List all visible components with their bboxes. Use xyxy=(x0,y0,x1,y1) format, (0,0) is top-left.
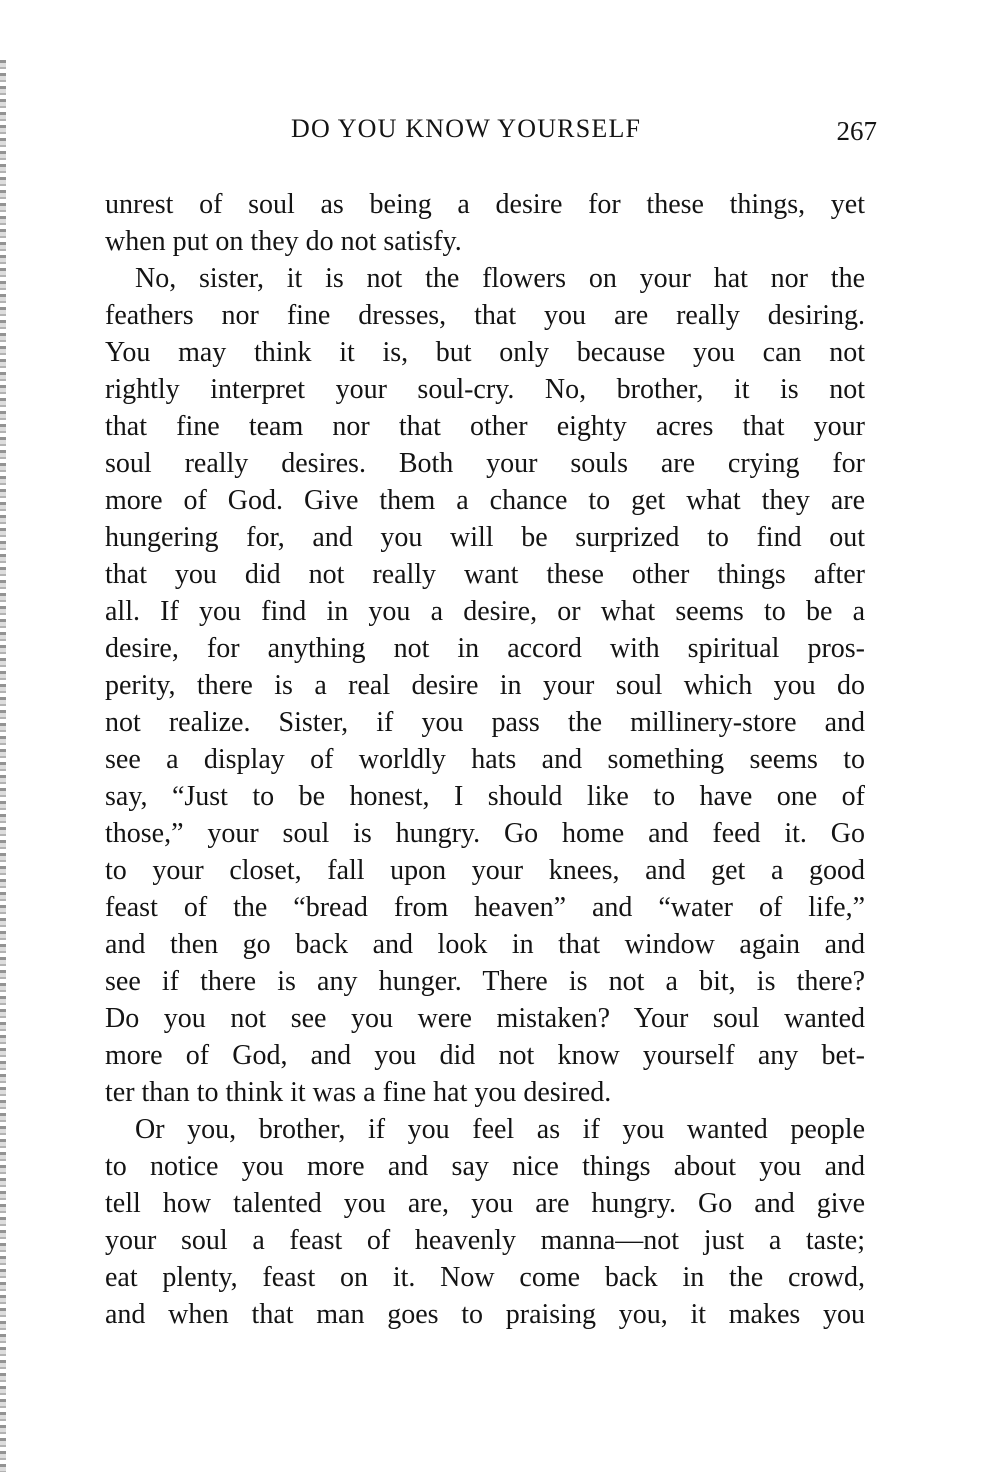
text-line: to your closet, fall upon your knees, and get a good xyxy=(105,855,865,886)
page-number: 267 xyxy=(836,116,877,146)
text-line: perity, there is a real desire in your soul which you do xyxy=(105,670,865,701)
text-line: rightly interpret your soul-cry. No, brother, it is not xyxy=(105,374,865,405)
text-line: eat plenty, feast on it. Now come back in the crowd, xyxy=(105,1262,865,1293)
text-line: Or you, brother, if you feel as if you wanted people xyxy=(135,1114,865,1145)
body-text xyxy=(105,186,865,1333)
text-line: No, sister, it is not the flowers on your hat nor the xyxy=(135,263,865,294)
text-line: soul really desires. Both your souls are crying for xyxy=(105,448,865,479)
text-line: You may think it is, but only because you can not xyxy=(105,337,865,368)
text-line: and then go back and look in that window again and xyxy=(105,929,865,960)
text-line: say, “Just to be honest, I should like to have one of xyxy=(105,781,865,812)
text-line: that you did not really want these other things after xyxy=(105,559,865,590)
text-line: your soul a feast of heavenly manna—not just a taste; xyxy=(105,1225,865,1256)
text-line: feathers nor fine dresses, that you are really desiring. xyxy=(105,300,865,331)
text-line: to notice you more and say nice things about you and xyxy=(105,1151,865,1182)
text-line: and when that man goes to praising you, it makes you xyxy=(105,1299,865,1330)
text-line: desire, for anything not in accord with spiritual pros- xyxy=(105,633,865,664)
text-line: when put on they do not satisfy. xyxy=(105,226,462,257)
text-line: feast of the “bread from heaven” and “water of life,” xyxy=(105,892,865,923)
text-line: see if there is any hunger. There is not a bit, is there? xyxy=(105,966,865,997)
text-line: tell how talented you are, you are hungry. Go and give xyxy=(105,1188,865,1219)
text-line: more of God. Give them a chance to get what they are xyxy=(105,485,865,516)
text-line: more of God, and you did not know yourself any bet- xyxy=(105,1040,865,1071)
page-header xyxy=(105,108,877,156)
text-line: that fine team nor that other eighty acres that your xyxy=(105,411,865,442)
text-line: not realize. Sister, if you pass the millinery-store and xyxy=(105,707,865,738)
text-line: see a display of worldly hats and something seems to xyxy=(105,744,865,775)
text-line: ter than to think it was a fine hat you desired. xyxy=(105,1077,612,1108)
text-line: Do you not see you were mistaken? Your soul wanted xyxy=(105,1003,865,1034)
page-edge-scan-artifact xyxy=(0,60,6,1472)
text-line: hungering for, and you will be surprized to find out xyxy=(105,522,865,553)
text-line: unrest of soul as being a desire for these things, yet xyxy=(105,189,865,220)
text-line: those,” your soul is hungry. Go home and feed it. Go xyxy=(105,818,865,849)
text-line: all. If you find in you a desire, or what seems to be a xyxy=(105,596,865,627)
running-title: DO YOU KNOW YOURSELF xyxy=(291,114,642,143)
